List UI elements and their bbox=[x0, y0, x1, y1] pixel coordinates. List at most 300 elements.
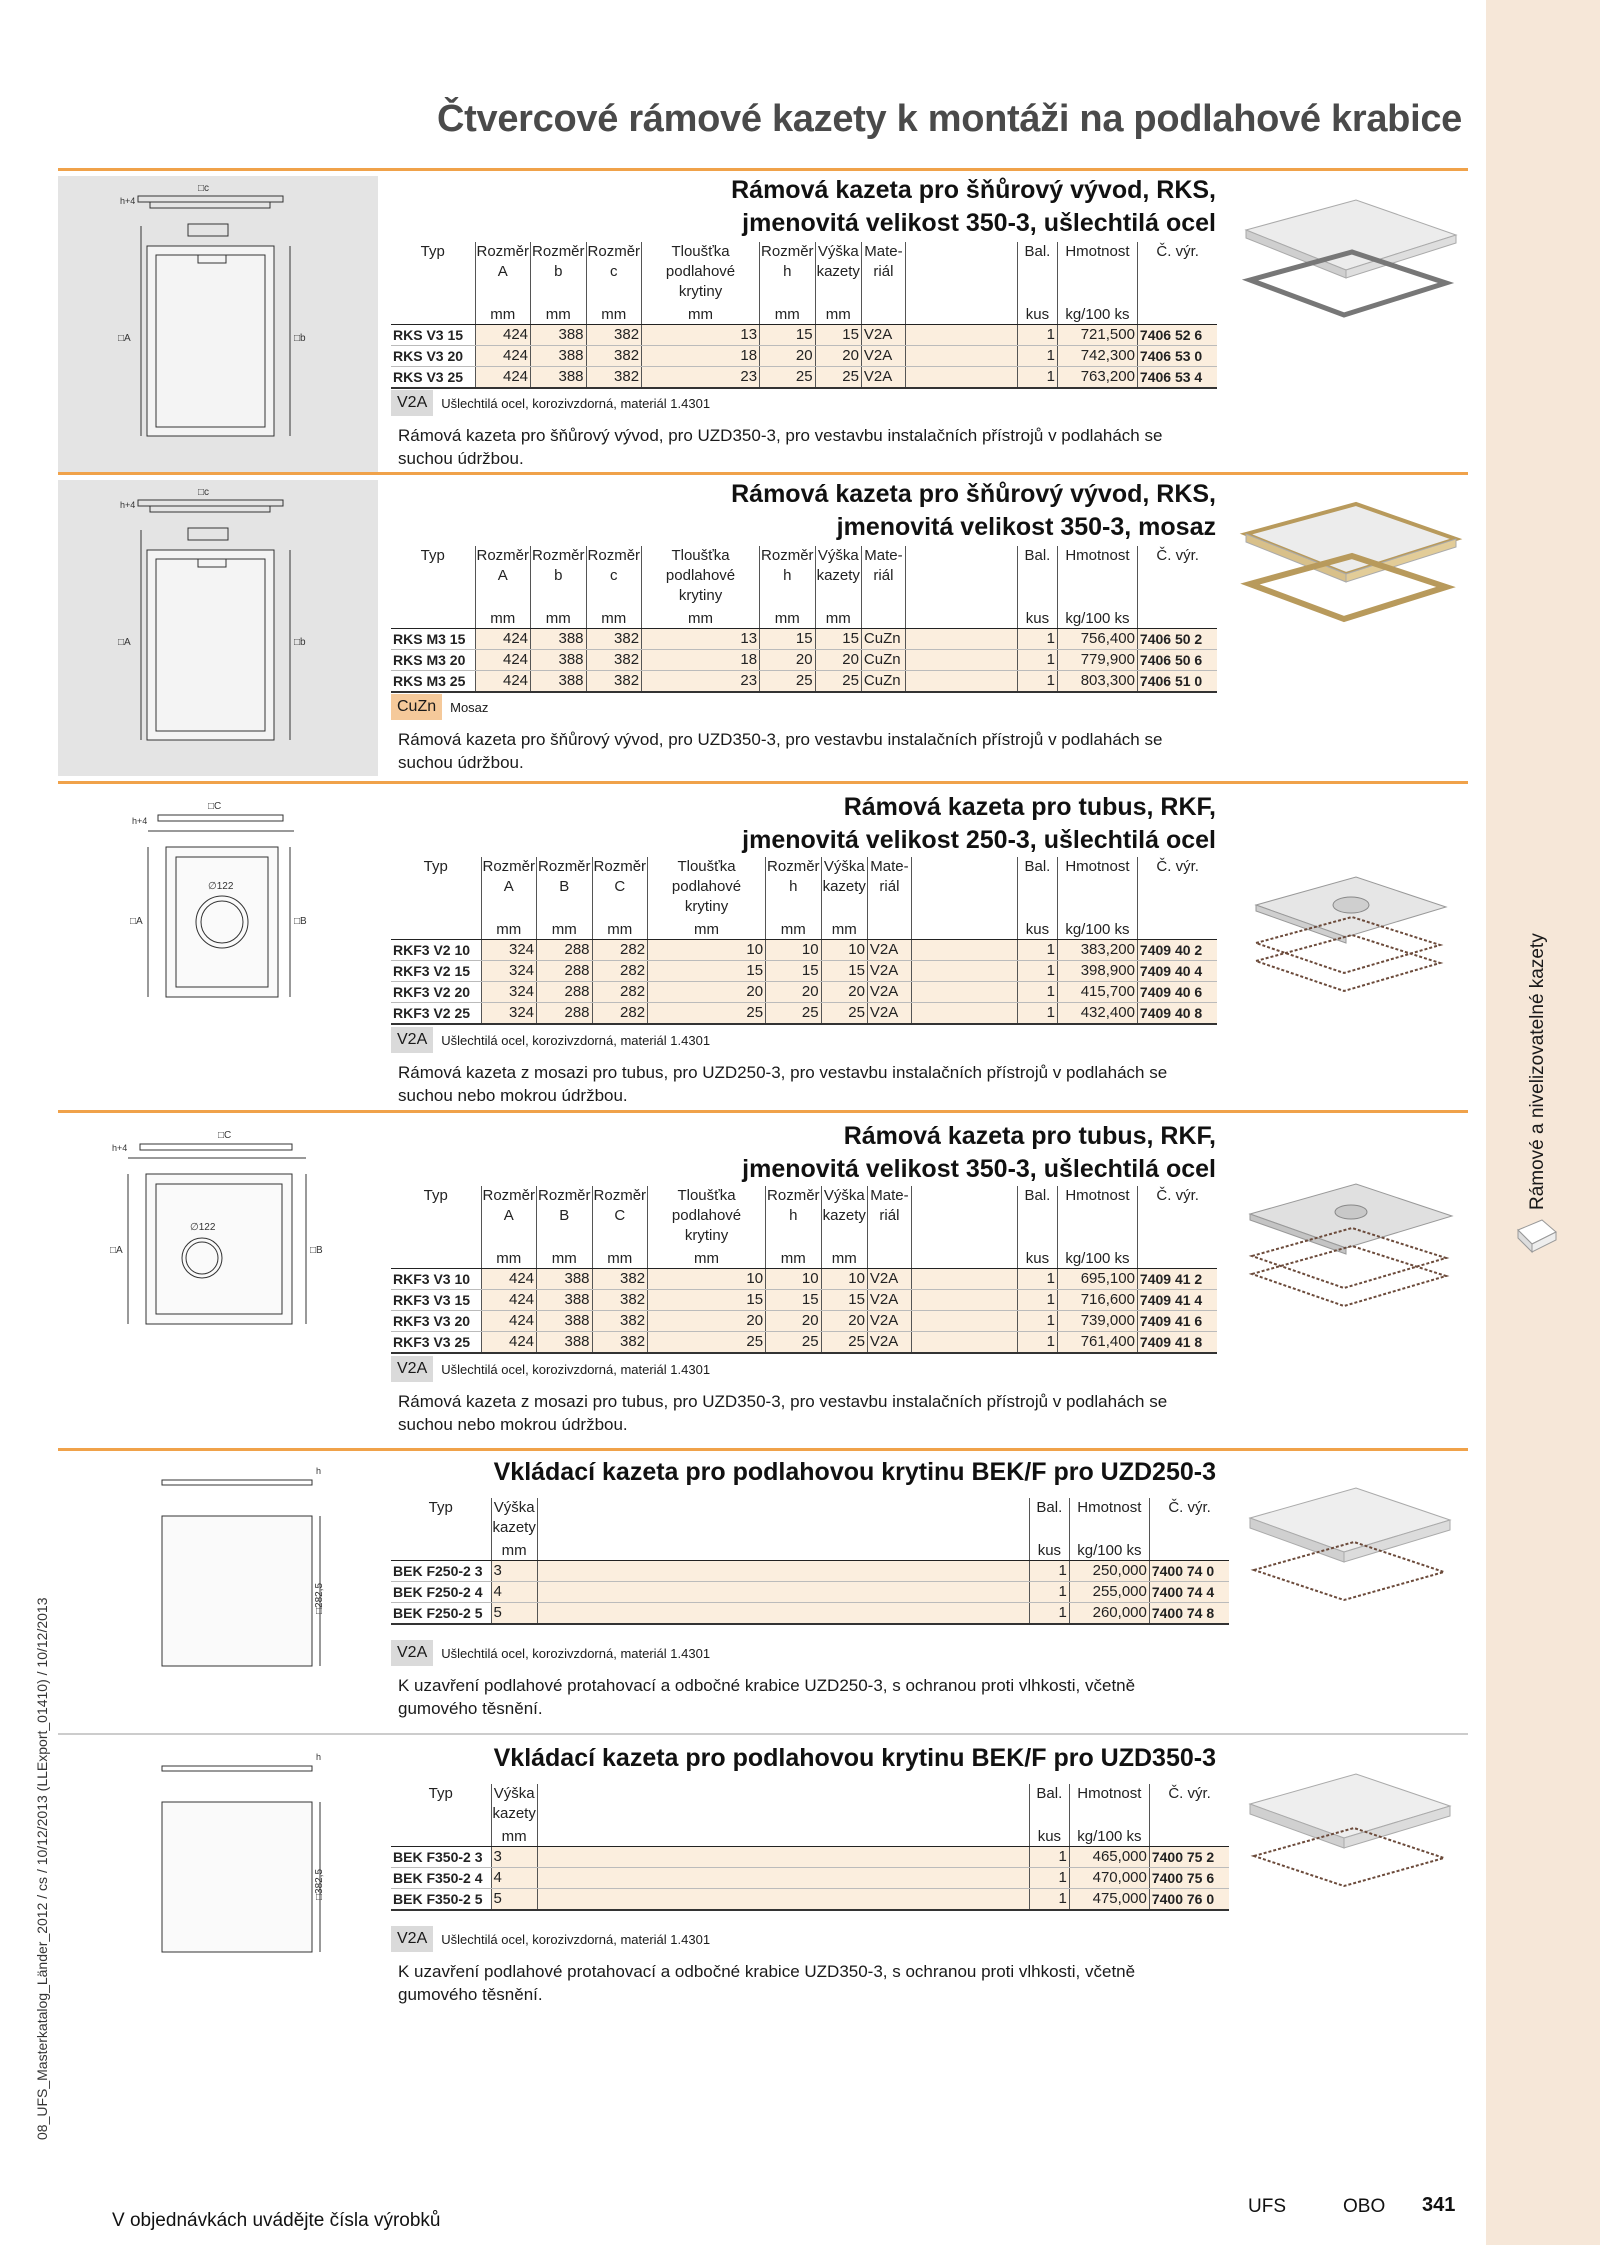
table-cell: 15 bbox=[821, 1290, 867, 1311]
table-row bbox=[391, 367, 1217, 389]
table-cell: 25 bbox=[760, 671, 816, 693]
table-cell: 10 bbox=[648, 940, 766, 961]
col-b: Rozměr B bbox=[537, 857, 593, 917]
table-cell: 1 bbox=[1029, 1582, 1069, 1603]
col-a: Rozměr A bbox=[475, 546, 531, 606]
table-cell-blank bbox=[911, 1290, 1017, 1311]
table-cell-blank bbox=[905, 650, 1017, 671]
dim-b: □B bbox=[310, 1245, 323, 1256]
technical-drawing bbox=[58, 1456, 378, 1732]
table-cell: 282 bbox=[592, 961, 648, 982]
dim-h4: h+4 bbox=[112, 1143, 128, 1153]
col-h: Rozměr h bbox=[760, 546, 816, 606]
drawing-svg bbox=[58, 1456, 378, 1732]
table-cell: 20 bbox=[760, 346, 816, 367]
table-cell: 388 bbox=[537, 1290, 593, 1311]
table-cell: 398,900 bbox=[1057, 961, 1137, 982]
table-cell: 1 bbox=[1017, 671, 1057, 693]
table-cell: 288 bbox=[537, 1003, 593, 1025]
table-cell-blank bbox=[905, 346, 1017, 367]
table-cell: 388 bbox=[531, 367, 587, 389]
table-cell: V2A bbox=[861, 325, 905, 346]
col-article: Č. výr. bbox=[1168, 1785, 1211, 1802]
material-text: Ušlechtilá ocel, korozivzdorná, materiál 1.4301 bbox=[441, 1361, 711, 1377]
table-cell: 1 bbox=[1017, 325, 1057, 346]
table-cell: 779,900 bbox=[1057, 650, 1137, 671]
section-divider bbox=[58, 472, 1468, 475]
col-blank bbox=[911, 1186, 1017, 1246]
table-cell: RKF3 V2 20 bbox=[391, 982, 481, 1003]
material-text: Ušlechtilá ocel, korozivzdorná, materiál 1.4301 bbox=[441, 1645, 711, 1661]
table-cell: 470,000 bbox=[1069, 1868, 1149, 1889]
table-cell-blank bbox=[537, 1561, 1029, 1582]
table-cell: 382 bbox=[586, 367, 642, 389]
table-cell: BEK F350-2 4 bbox=[391, 1868, 491, 1889]
section-title-line1: Rámová kazeta pro šňůrový vývod, RKS, bbox=[731, 480, 1216, 508]
page-title: Čtvercové rámové kazety k montáži na podlahové krabice bbox=[437, 98, 1462, 140]
col-bal: Bal. bbox=[1029, 1498, 1069, 1538]
table-cell: 415,700 bbox=[1057, 982, 1137, 1003]
table-row bbox=[391, 1603, 1229, 1625]
table-cell: 388 bbox=[531, 629, 587, 650]
technical-drawing bbox=[58, 176, 378, 472]
table-cell: BEK F250-2 3 bbox=[391, 1561, 491, 1582]
table-cell: 424 bbox=[475, 325, 531, 346]
dim-h4: h+4 bbox=[132, 816, 148, 826]
table-cell: 475,000 bbox=[1069, 1889, 1149, 1911]
table-cell: 7406 52 6 bbox=[1137, 325, 1217, 346]
drawing-svg bbox=[58, 789, 378, 1109]
table-cell: RKF3 V2 25 bbox=[391, 1003, 481, 1025]
table-cell: 7406 53 4 bbox=[1137, 367, 1217, 389]
spec-table-body bbox=[391, 325, 1217, 389]
table-cell: 7406 51 0 bbox=[1137, 671, 1217, 693]
product-image bbox=[1236, 865, 1466, 1015]
spec-table: Typ Rozměr A Rozměr B Rozměr C Tloušťka podlahové krytiny Rozměr h Výška kazety Mate- riál Bal. Hmotnost Č. výr. mm mm mm mm mm mm kus kg/100 ks RKF3 V2 10 324 288 282 10 10 10 V2A 1 383,200 7409 40 2 RKF3 V2 15 324 288 282 15 15 15 V2A 1 398,900 7409 40 4 RKF3 V2 20 324 288 282 20 20 20 V2A 1 415,700 7409 40 6 RKF3 V2 25 324 288 282 25 25 25 V2A 1 432,400 7409 40 8 bbox=[391, 857, 1217, 1025]
table-cell: 20 bbox=[760, 650, 816, 671]
table-cell: 25 bbox=[648, 1003, 766, 1025]
table-cell: 4 bbox=[491, 1868, 537, 1889]
table-cell: 721,500 bbox=[1057, 325, 1137, 346]
material-legend bbox=[391, 1354, 710, 1384]
table-cell-blank bbox=[911, 1311, 1017, 1332]
table-cell: 7400 75 6 bbox=[1149, 1868, 1229, 1889]
col-material: Mate- riál bbox=[867, 1186, 911, 1246]
table-cell: RKS M3 20 bbox=[391, 650, 475, 671]
table-cell-blank bbox=[911, 1332, 1017, 1354]
table-cell: 388 bbox=[531, 325, 587, 346]
table-row bbox=[391, 1847, 1229, 1868]
table-cell: 7400 75 2 bbox=[1149, 1847, 1229, 1868]
table-cell: 25 bbox=[815, 671, 861, 693]
table-cell: V2A bbox=[867, 1290, 911, 1311]
table-cell: 250,000 bbox=[1069, 1561, 1149, 1582]
section-divider bbox=[58, 1733, 1468, 1735]
table-cell: 1 bbox=[1017, 1290, 1057, 1311]
table-cell: 15 bbox=[760, 629, 816, 650]
table-cell: 13 bbox=[642, 325, 760, 346]
col-bal: Bal. bbox=[1017, 242, 1057, 302]
col-c: Rozměr C bbox=[592, 1186, 648, 1246]
col-article: Č. výr. bbox=[1156, 1187, 1199, 1204]
table-cell: 10 bbox=[766, 940, 822, 961]
table-cell: 25 bbox=[760, 367, 816, 389]
dim-d: ∅122 bbox=[190, 1222, 216, 1233]
footer-brand-obo: OBO bbox=[1343, 2196, 1386, 2217]
chapter-product-icon bbox=[1512, 1212, 1562, 1258]
col-h: Rozměr h bbox=[766, 1186, 822, 1246]
section-rkf-v3 bbox=[58, 1114, 1468, 1444]
table-row bbox=[391, 1003, 1217, 1025]
material-text: Ušlechtilá ocel, korozivzdorná, materiál 1.4301 bbox=[441, 395, 711, 411]
table-cell: RKS V3 15 bbox=[391, 325, 475, 346]
table-cell: 465,000 bbox=[1069, 1847, 1149, 1868]
table-row bbox=[391, 1332, 1217, 1354]
table-cell: 15 bbox=[815, 325, 861, 346]
table-cell: 15 bbox=[766, 1290, 822, 1311]
table-cell: BEK F250-2 4 bbox=[391, 1582, 491, 1603]
table-cell: 1 bbox=[1029, 1603, 1069, 1625]
col-weight: Hmotnost bbox=[1057, 242, 1137, 302]
table-cell: V2A bbox=[867, 940, 911, 961]
table-cell-blank bbox=[911, 940, 1017, 961]
col-blank bbox=[911, 857, 1017, 917]
section-title bbox=[416, 174, 1216, 240]
section-title-line1: Rámová kazeta pro tubus, RKF, bbox=[843, 793, 1216, 821]
material-text: Mosaz bbox=[450, 699, 489, 715]
col-thickness: Tloušťka podlahové krytiny bbox=[648, 857, 766, 917]
col-c: Rozměr c bbox=[586, 242, 642, 302]
table-cell: 20 bbox=[766, 1311, 822, 1332]
spec-table-body bbox=[391, 1847, 1229, 1911]
table-cell: 382 bbox=[592, 1290, 648, 1311]
table-cell: 1 bbox=[1017, 1311, 1057, 1332]
spec-table: Typ Rozměr A Rozměr B Rozměr C Tloušťka podlahové krytiny Rozměr h Výška kazety Mate- riál Bal. Hmotnost Č. výr. mm mm mm mm mm mm kus kg/100 ks RKF3 V3 10 424 388 382 10 10 10 V2A 1 695,100 7409 41 2 RKF3 V3 15 424 388 382 15 15 15 V2A 1 716,600 7409 41 4 RKF3 V3 20 424 388 382 20 20 20 V2A 1 739,000 7409 41 6 RKF3 V3 25 424 388 382 25 25 25 V2A 1 761,400 7409 41 8 bbox=[391, 1186, 1217, 1354]
col-height: Výška kazety bbox=[492, 1785, 536, 1822]
col-article: Č. výr. bbox=[1156, 547, 1199, 564]
table-cell: V2A bbox=[867, 1269, 911, 1290]
table-cell: 13 bbox=[642, 629, 760, 650]
table-cell: 5 bbox=[491, 1889, 537, 1911]
table-cell-blank bbox=[537, 1868, 1029, 1889]
table-cell: 424 bbox=[481, 1311, 537, 1332]
table-cell: V2A bbox=[861, 367, 905, 389]
table-cell: 382 bbox=[586, 671, 642, 693]
table-cell: 23 bbox=[642, 367, 760, 389]
table-cell: 716,600 bbox=[1057, 1290, 1137, 1311]
table-cell: 7409 41 2 bbox=[1137, 1269, 1217, 1290]
col-weight: Hmotnost bbox=[1057, 857, 1137, 917]
table-cell: 15 bbox=[760, 325, 816, 346]
table-cell: 7409 41 6 bbox=[1137, 1311, 1217, 1332]
table-cell: 382 bbox=[586, 346, 642, 367]
table-cell: 383,200 bbox=[1057, 940, 1137, 961]
table-cell-blank bbox=[905, 325, 1017, 346]
section-description: Rámová kazeta pro šňůrový vývod, pro UZD350-3, pro vestavbu instalačních přístrojů v podlahách se suchou údržbou. bbox=[398, 730, 1163, 772]
table-cell: 7400 74 0 bbox=[1149, 1561, 1229, 1582]
dim-c: □c bbox=[198, 487, 210, 498]
table-cell: 761,400 bbox=[1057, 1332, 1137, 1354]
table-cell: V2A bbox=[861, 346, 905, 367]
table-row bbox=[391, 629, 1217, 650]
table-cell: 25 bbox=[821, 1003, 867, 1025]
table-cell: 282 bbox=[592, 982, 648, 1003]
catalog-meta-vertical: 08_UFS_Masterkatalog_Länder_2012 / cs / 10/12/2013 (LLExport_01410) / 10/12/2013 bbox=[34, 1597, 50, 2140]
material-legend bbox=[391, 692, 488, 722]
section-divider bbox=[58, 1448, 1468, 1451]
table-cell: 20 bbox=[821, 1311, 867, 1332]
table-cell: 7409 41 8 bbox=[1137, 1332, 1217, 1354]
table-cell: CuZn bbox=[861, 650, 905, 671]
spec-table-body bbox=[391, 1269, 1217, 1354]
table-cell-blank bbox=[911, 1003, 1017, 1025]
table-cell-blank bbox=[905, 671, 1017, 693]
table-cell: 10 bbox=[766, 1269, 822, 1290]
table-cell: CuZn bbox=[861, 671, 905, 693]
dim-h: h bbox=[316, 1466, 322, 1476]
col-typ: Typ bbox=[391, 1784, 491, 1824]
table-row bbox=[391, 1868, 1229, 1889]
table-cell: 424 bbox=[475, 650, 531, 671]
table-cell: 255,000 bbox=[1069, 1582, 1149, 1603]
table-cell-blank bbox=[911, 961, 1017, 982]
table-cell-blank bbox=[905, 367, 1017, 389]
section-title bbox=[416, 791, 1216, 857]
section-title-line1: Rámová kazeta pro šňůrový vývod, RKS, bbox=[731, 176, 1216, 204]
col-thickness: Tloušťka podlahové krytiny bbox=[642, 242, 760, 302]
col-article: Č. výr. bbox=[1156, 858, 1199, 875]
material-code: V2A bbox=[391, 1926, 433, 1952]
table-cell: 4 bbox=[491, 1582, 537, 1603]
footer-brand-ufs: UFS bbox=[1248, 2196, 1286, 2217]
section-description: Rámová kazeta pro šňůrový vývod, pro UZD350-3, pro vestavbu instalačních přístrojů v podlahách se suchou údržbou. bbox=[398, 426, 1163, 468]
table-row bbox=[391, 1311, 1217, 1332]
table-cell: 282 bbox=[592, 940, 648, 961]
table-cell: 803,300 bbox=[1057, 671, 1137, 693]
table-cell: 1 bbox=[1029, 1847, 1069, 1868]
table-cell: 424 bbox=[481, 1269, 537, 1290]
table-cell: 1 bbox=[1017, 1269, 1057, 1290]
table-cell: 25 bbox=[766, 1003, 822, 1025]
side-chapter-label: Rámové a nivelizovatelné kazety bbox=[1527, 933, 1548, 1210]
table-cell: 7406 50 6 bbox=[1137, 650, 1217, 671]
col-material: Mate- riál bbox=[861, 546, 905, 606]
spec-table: Typ Rozměr A Rozměr b Rozměr c Tloušťka podlahové krytiny Rozměr h Výška kazety Mate- riál Bal. Hmotnost Č. výr. mm mm mm mm mm mm kus kg/100 ks RKS M3 15 424 388 382 13 15 15 CuZn 1 756,400 7406 50 2 RKS M3 20 424 388 382 18 20 20 CuZn 1 779,900 7406 50 6 RKS M3 25 424 388 382 23 25 25 CuZn 1 803,300 7406 51 0 bbox=[391, 546, 1217, 693]
col-blank bbox=[905, 546, 1017, 606]
col-material: Mate- riál bbox=[861, 242, 905, 302]
table-cell: 7409 40 6 bbox=[1137, 982, 1217, 1003]
section-description: Rámová kazeta z mosazi pro tubus, pro UZD250-3, pro vestavbu instalačních přístrojů v podlahách se suchou nebo mokrou údržbou. bbox=[398, 1063, 1168, 1105]
product-image bbox=[1236, 1174, 1466, 1324]
technical-drawing bbox=[58, 1118, 378, 1444]
table-cell: 18 bbox=[642, 650, 760, 671]
col-a: Rozměr A bbox=[475, 242, 531, 302]
col-article: Č. výr. bbox=[1168, 1499, 1211, 1516]
dim-a: □A bbox=[118, 637, 131, 648]
product-image bbox=[1236, 1476, 1466, 1626]
table-cell: 15 bbox=[821, 961, 867, 982]
table-cell: 20 bbox=[815, 346, 861, 367]
table-cell: 7406 53 0 bbox=[1137, 346, 1217, 367]
table-cell: V2A bbox=[867, 1332, 911, 1354]
table-cell: 1 bbox=[1017, 982, 1057, 1003]
section-description: K uzavření podlahové protahovací a odbočné krabice UZD350-3, s ochranou proti vlhkosti, včetně gumového těsnění. bbox=[398, 1962, 1136, 2004]
col-blank bbox=[537, 1498, 1029, 1538]
table-cell: 424 bbox=[475, 346, 531, 367]
table-cell: 7409 40 4 bbox=[1137, 961, 1217, 982]
material-legend bbox=[391, 1025, 710, 1055]
table-cell: 1 bbox=[1017, 961, 1057, 982]
dim-b: □b bbox=[294, 333, 306, 344]
table-cell: 10 bbox=[821, 940, 867, 961]
table-cell: 25 bbox=[815, 367, 861, 389]
dim-h4: h+4 bbox=[120, 196, 136, 206]
col-b: Rozměr b bbox=[531, 242, 587, 302]
table-cell: 15 bbox=[648, 961, 766, 982]
material-legend bbox=[391, 1924, 710, 1954]
col-b: Rozměr B bbox=[537, 1186, 593, 1246]
material-text: Ušlechtilá ocel, korozivzdorná, materiál 1.4301 bbox=[441, 1032, 711, 1048]
table-cell: CuZn bbox=[861, 629, 905, 650]
col-bal: Bal. bbox=[1017, 1186, 1057, 1246]
table-cell: V2A bbox=[867, 1311, 911, 1332]
table-cell: 1 bbox=[1017, 650, 1057, 671]
table-cell: 388 bbox=[537, 1332, 593, 1354]
col-b: Rozměr b bbox=[531, 546, 587, 606]
table-cell: 742,300 bbox=[1057, 346, 1137, 367]
table-cell-blank bbox=[911, 982, 1017, 1003]
table-cell-blank bbox=[537, 1582, 1029, 1603]
dim-c: □C bbox=[208, 801, 222, 812]
section-title bbox=[416, 478, 1216, 544]
drawing-svg bbox=[58, 1742, 378, 2018]
table-cell: 695,100 bbox=[1057, 1269, 1137, 1290]
table-cell: 7400 74 8 bbox=[1149, 1603, 1229, 1625]
col-height: Výška kazety bbox=[492, 1499, 536, 1536]
table-cell: RKF3 V2 10 bbox=[391, 940, 481, 961]
table-cell: RKS V3 20 bbox=[391, 346, 475, 367]
table-cell: RKS M3 15 bbox=[391, 629, 475, 650]
col-article: Č. výr. bbox=[1156, 243, 1199, 260]
section-bek-f350 bbox=[58, 1738, 1468, 2028]
col-thickness: Tloušťka podlahové krytiny bbox=[642, 546, 760, 606]
table-cell: 25 bbox=[648, 1332, 766, 1354]
table-cell: 3 bbox=[491, 1847, 537, 1868]
table-cell: RKS M3 25 bbox=[391, 671, 475, 693]
col-typ: Typ bbox=[391, 1498, 491, 1538]
col-material: Mate- riál bbox=[867, 857, 911, 917]
table-cell: 288 bbox=[537, 940, 593, 961]
table-cell: 1 bbox=[1017, 629, 1057, 650]
table-cell: 1 bbox=[1017, 1332, 1057, 1354]
table-cell: 10 bbox=[821, 1269, 867, 1290]
dim-h: h bbox=[316, 1752, 322, 1762]
drawing-svg bbox=[58, 1118, 378, 1444]
table-cell-blank bbox=[537, 1603, 1029, 1625]
table-cell: 260,000 bbox=[1069, 1603, 1149, 1625]
table-cell: 324 bbox=[481, 961, 537, 982]
table-cell: 382 bbox=[586, 325, 642, 346]
section-description: Rámová kazeta z mosazi pro tubus, pro UZD350-3, pro vestavbu instalačních přístrojů v podlahách se suchou nebo mokrou údržbou. bbox=[398, 1392, 1168, 1434]
technical-drawing bbox=[58, 480, 378, 776]
dim-h4: h+4 bbox=[120, 500, 136, 510]
table-cell: 1 bbox=[1017, 940, 1057, 961]
table-cell: 739,000 bbox=[1057, 1311, 1137, 1332]
section-title: Vkládací kazeta pro podlahovou krytinu BEK/F pro UZD250-3 bbox=[493, 1458, 1216, 1486]
dim-d: ∅122 bbox=[208, 881, 234, 892]
dim-size: □382,5 bbox=[314, 1868, 325, 1900]
table-cell: BEK F250-2 5 bbox=[391, 1603, 491, 1625]
table-row bbox=[391, 961, 1217, 982]
col-typ: Typ bbox=[391, 1186, 481, 1246]
material-legend bbox=[391, 1638, 710, 1668]
col-weight: Hmotnost bbox=[1057, 546, 1137, 606]
table-cell: 1 bbox=[1017, 346, 1057, 367]
table-cell: BEK F350-2 3 bbox=[391, 1847, 491, 1868]
table-cell: 424 bbox=[481, 1332, 537, 1354]
table-row bbox=[391, 325, 1217, 346]
table-cell: 388 bbox=[537, 1311, 593, 1332]
table-cell: 5 bbox=[491, 1603, 537, 1625]
col-a: Rozměr A bbox=[481, 857, 537, 917]
table-cell: 7406 50 2 bbox=[1137, 629, 1217, 650]
table-cell: 1 bbox=[1029, 1868, 1069, 1889]
section-title bbox=[416, 1120, 1216, 1186]
table-cell: 424 bbox=[481, 1290, 537, 1311]
technical-drawing bbox=[58, 789, 378, 1109]
table-cell: 7400 76 0 bbox=[1149, 1889, 1229, 1911]
material-code: V2A bbox=[391, 390, 433, 416]
table-cell: 1 bbox=[1017, 367, 1057, 389]
table-cell-blank bbox=[537, 1889, 1029, 1911]
table-cell: 324 bbox=[481, 1003, 537, 1025]
material-code: V2A bbox=[391, 1027, 433, 1053]
dim-c: □C bbox=[218, 1130, 232, 1141]
table-cell: 424 bbox=[475, 629, 531, 650]
table-cell: 324 bbox=[481, 940, 537, 961]
table-cell: 1 bbox=[1017, 1003, 1057, 1025]
table-cell: 1 bbox=[1029, 1561, 1069, 1582]
table-cell: 424 bbox=[475, 367, 531, 389]
col-weight: Hmotnost bbox=[1069, 1784, 1149, 1824]
material-code: V2A bbox=[391, 1640, 433, 1666]
table-cell-blank bbox=[537, 1847, 1029, 1868]
spec-table: Typ Výška kazety Bal. Hmotnost Č. výr. mm kus kg/100 ks BEK F250-2 3 3 1 250,000 7400 74 0 BEK F250-2 4 4 1 255,000 7400 74 4 BEK F250-2 5 5 1 260,000 7400 74 8 bbox=[391, 1498, 1229, 1625]
col-weight: Hmotnost bbox=[1057, 1186, 1137, 1246]
technical-drawing bbox=[58, 1742, 378, 2018]
table-cell: 15 bbox=[648, 1290, 766, 1311]
table-cell: 20 bbox=[648, 982, 766, 1003]
table-cell: 15 bbox=[766, 961, 822, 982]
material-text: Ušlechtilá ocel, korozivzdorná, materiál 1.4301 bbox=[441, 1931, 711, 1947]
col-h: Rozměr h bbox=[760, 242, 816, 302]
col-c: Rozměr c bbox=[586, 546, 642, 606]
table-cell: RKF3 V2 15 bbox=[391, 961, 481, 982]
table-cell: 18 bbox=[642, 346, 760, 367]
table-cell: 20 bbox=[821, 982, 867, 1003]
footer-note: V objednávkách uvádějte čísla výrobků bbox=[112, 2210, 441, 2231]
table-cell: 388 bbox=[531, 650, 587, 671]
spec-table-body bbox=[391, 940, 1217, 1025]
title-rule bbox=[58, 168, 1468, 171]
table-cell: 424 bbox=[475, 671, 531, 693]
table-cell: 324 bbox=[481, 982, 537, 1003]
table-cell: 1 bbox=[1029, 1889, 1069, 1911]
table-cell: 7400 74 4 bbox=[1149, 1582, 1229, 1603]
table-cell: RKF3 V3 10 bbox=[391, 1269, 481, 1290]
dim-a: □A bbox=[118, 333, 131, 344]
table-cell: 388 bbox=[531, 671, 587, 693]
